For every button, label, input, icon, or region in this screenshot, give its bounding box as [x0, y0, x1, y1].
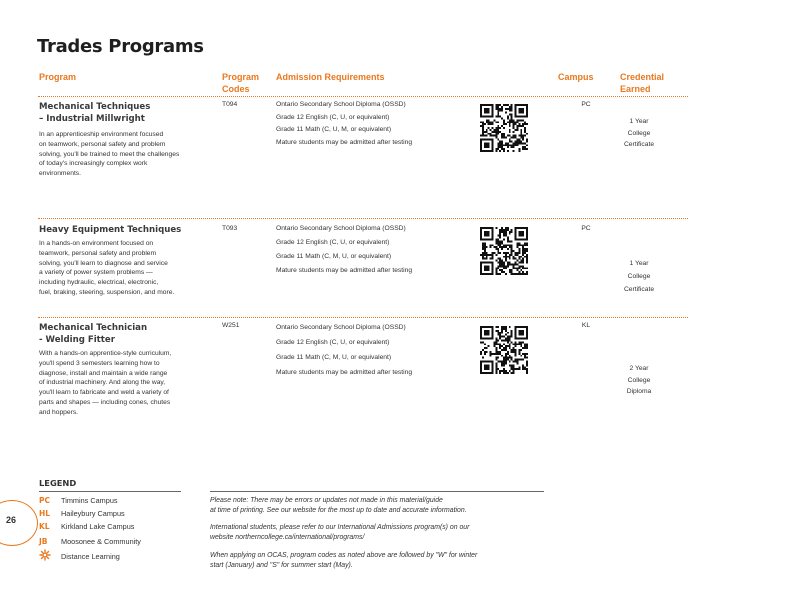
header-credential: Credential Earned [620, 72, 665, 94]
legend-title: LEGEND [39, 478, 77, 488]
legend-name: Distance Learning [61, 552, 120, 561]
legend-abbr: PC [39, 496, 51, 505]
note-errors: Please note: There may be errors or updates not made in this material/guide at time of printing. See our website for the most up to date and accurate information. [210, 497, 467, 515]
legend-item [39, 549, 120, 561]
requirement: Ontario Secondary School Diploma (OSSD) [276, 101, 406, 108]
requirement: Grade 12 English (C, U, or equivalent) [276, 239, 390, 246]
requirement: Grade 11 Math (C, M, U, or equivalent) [276, 354, 392, 361]
legend-name: Timmins Campus [61, 496, 118, 505]
distance-learning-icon [39, 549, 59, 563]
requirement: Ontario Secondary School Diploma (OSSD) [276, 225, 406, 232]
requirement: Ontario Secondary School Diploma (OSSD) [276, 324, 406, 331]
page-title: Trades Programs [37, 36, 204, 57]
program-credential: 1 Year College Certificate [623, 260, 655, 293]
admission-requirements [276, 99, 466, 149]
admission-requirements [276, 320, 466, 380]
legend-item [39, 536, 141, 548]
legend-abbr: HL [39, 509, 51, 518]
header-campus: Campus [558, 72, 594, 82]
requirement: Grade 12 English (C, U, or equivalent) [276, 339, 390, 346]
row-divider [38, 317, 688, 318]
legend-name: Moosonee & Community [61, 537, 141, 546]
legend-item [39, 521, 134, 533]
program-code: W251 [222, 322, 240, 329]
notes-divider [210, 491, 544, 492]
requirement: Grade 12 English (C, U, or equivalent) [276, 113, 390, 121]
header-program-codes: Program Codes [222, 72, 260, 94]
row-divider [38, 218, 688, 219]
admission-requirements [276, 222, 466, 278]
legend-divider [39, 491, 181, 492]
legend-item [39, 508, 125, 520]
header-divider [38, 96, 688, 97]
header-program: Program [39, 72, 77, 82]
program-description: With a hands-on apprentice-style curriculum, you'll spend 3 semesters learning how to diagnose, install and maintain a wide range of industrial machinery. And along the way, you'll learn to fabricate and weld a variety of parts and shapes — including cones, chutes and hoppers. [39, 350, 172, 416]
qr-code[interactable] [480, 326, 528, 374]
page-number: 26 [6, 515, 17, 525]
program-code: T093 [222, 225, 238, 232]
program-title: Mechanical Technician - Welding Fitter [39, 323, 148, 345]
program-code: T094 [222, 101, 238, 108]
requirement: Mature students may be admitted after testing [276, 267, 413, 274]
program-credential: 1 Year College Certificate [623, 118, 655, 148]
program-title: Heavy Equipment Techniques [39, 225, 182, 235]
note-ocas: When applying on OCAS, program codes as noted above are followed by "W" for winter start (January) and "S" for summer start (May). [210, 552, 478, 570]
program-credential: 2 Year College Diploma [626, 365, 652, 395]
program-title: Mechanical Techniques – Industrial Millwright [39, 102, 151, 124]
requirement: Mature students may be admitted after testing [276, 369, 413, 376]
legend-name: Haileybury Campus [61, 509, 125, 518]
qr-code[interactable] [480, 104, 528, 152]
qr-code[interactable] [480, 227, 528, 275]
program-campus: PC [581, 101, 591, 108]
requirement: Mature students may be admitted after testing [276, 138, 413, 146]
legend-item [39, 495, 118, 507]
legend-abbr: JB [39, 537, 48, 546]
legend-name: Kirkland Lake Campus [61, 522, 135, 531]
requirement: Grade 11 Math (C, M, U, or equivalent) [276, 253, 392, 260]
program-campus: PC [581, 225, 591, 232]
program-description: In a hands-on environment focused on teamwork, personal safety and problem solving, you'll learn to diagnose and service a variety of power system problems — including hydraulic, electrical, electronic, fuel, braking, steering, suspension, and more. [39, 240, 175, 296]
legend-abbr: KL [39, 522, 50, 531]
requirement: Grade 11 Math (C, U, M, or equivalent) [276, 126, 392, 133]
header-admission: Admission Requirements [276, 72, 385, 82]
program-description: In an apprenticeship environment focused on teamwork, personal safety and problem solving, you'll be trained to meet the challenges of today's increasingly complex work environments. [39, 131, 180, 178]
note-international: International students, please refer to our International Admissions program(s) on our website northerncollege.ca/international/programs/ [210, 524, 470, 542]
program-campus: KL [581, 322, 591, 329]
